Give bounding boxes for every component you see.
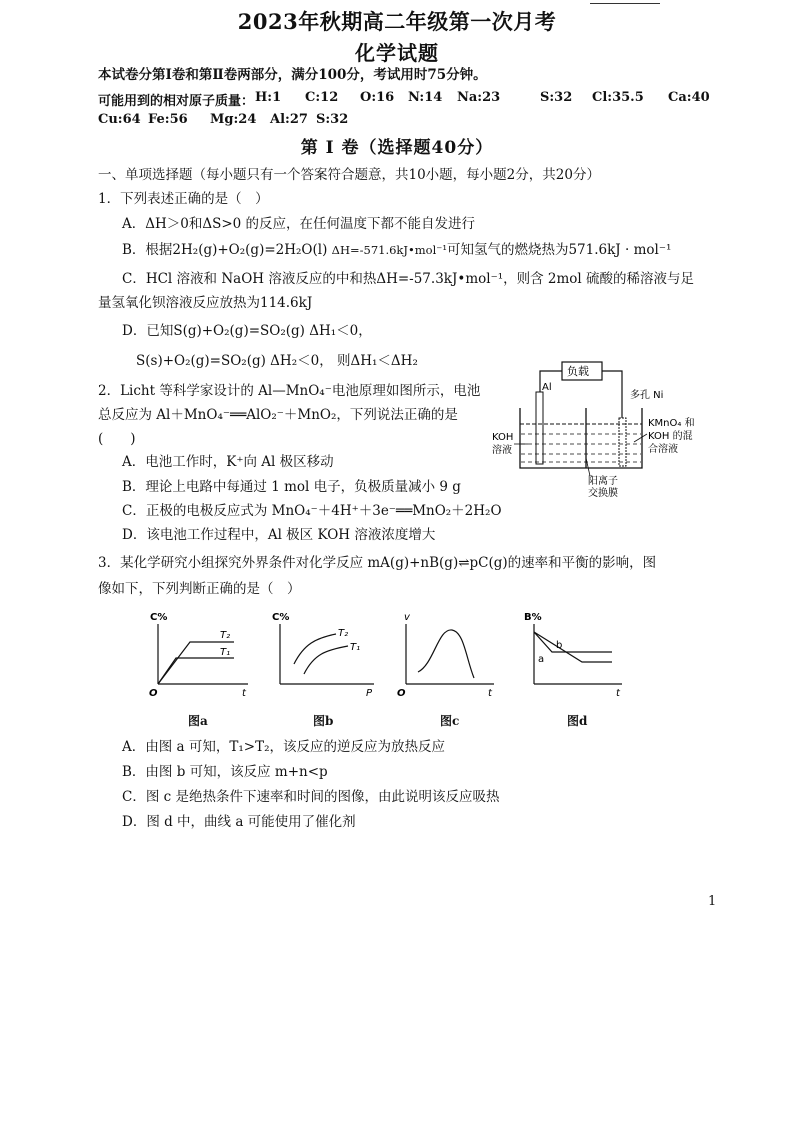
q2-stem-line1: 2．Licht 等科学家设计的 Al—MnO₄⁻电池原理如图所示，电池 — [98, 383, 481, 399]
q3-option-c: C．图 c 是绝热条件下速率和时间的图像，由此说明该反应吸热 — [122, 789, 500, 805]
chart-d-series-b — [534, 632, 612, 662]
chart-d-ylabel: B% — [524, 612, 542, 623]
mass-item: Cl:35.5 — [592, 90, 644, 105]
chart-c-curve — [418, 630, 474, 678]
mass-item: H:1 — [255, 90, 282, 105]
chart-b-label-t1: T₁ — [350, 642, 361, 653]
q1-option-d-line2: S(s)+O₂(g)=SO₂(g) ΔH₂＜0， 则ΔH₁＜ΔH₂ — [136, 353, 418, 369]
chart-c — [394, 608, 504, 700]
exam-subject: 化学试题 — [355, 41, 439, 65]
mass-item: N:14 — [408, 90, 443, 105]
chart-a-xlabel: t — [242, 688, 246, 699]
chart-a-ylabel: C% — [150, 612, 168, 623]
al-label: Al — [542, 382, 552, 393]
q2-stem-line2: 总反应为 Al＋MnO₄⁻══AlO₂⁻＋MnO₂，下列说法正确的是 — [98, 407, 458, 423]
chart-d-xlabel: t — [616, 688, 620, 699]
chart-b — [268, 608, 388, 700]
q3-stem-line2: 像如下，下列判断正确的是（ ） — [98, 581, 301, 597]
chart-c-caption: 图c — [440, 714, 460, 728]
ni-electrode — [619, 418, 626, 466]
page-number: 1 — [708, 894, 717, 909]
chart-d-caption: 图d — [567, 714, 588, 728]
exam-title: 2023年秋期高二年级第一次月考 — [237, 9, 557, 34]
wire-right — [602, 371, 622, 418]
mass-item: Ca:40 — [668, 90, 710, 105]
q3-stem-line1: 3．某化学研究小组探究外界条件对化学反应 mA(g)+nB(g)⇌pC(g)的速率和平衡的影响，图 — [98, 555, 657, 571]
chart-c-ylabel: v — [404, 612, 410, 623]
q2-option-d: D．该电池工作过程中，Al 极区 KOH 溶液浓度增大 — [122, 527, 436, 543]
chart-c-origin: O — [397, 688, 406, 699]
chart-a-origin: O — [149, 688, 158, 699]
membrane-label: 阳离子 — [588, 476, 618, 487]
q1-option-c-line1: C．HCl 溶液和 NaOH 溶液反应的中和热ΔH=-57.3kJ•mol⁻¹，则含 2mol 硫酸的稀溶液与足 — [122, 271, 695, 287]
chart-a-label-t2: T₂ — [220, 630, 231, 641]
chart-b-label-t2: T₂ — [338, 628, 349, 639]
chart-d — [518, 608, 630, 700]
koh-label: 溶液 — [492, 445, 512, 456]
chart-c-xlabel: t — [488, 688, 492, 699]
part-title: 一、单项选择题（每小题只有一个答案符合题意，共10小题，每小题2分，共20分） — [98, 167, 600, 183]
chart-b-series-t1 — [304, 646, 348, 674]
q2-option-b: B．理论上电路中每通过 1 mol 电子，负极质量减小 9 g — [122, 479, 461, 495]
q3-option-a: A．由图 a 可知，T₁>T₂，该反应的逆反应为放热反应 — [122, 739, 446, 755]
section-title: 第 Ⅰ 卷（选择题40分） — [300, 138, 494, 158]
mass-item: Fe:56 — [148, 112, 188, 127]
q2-stem-line3: ( ) — [98, 431, 136, 447]
q1-option-c-line2: 量氢氧化钡溶液反应放热为114.6kJ — [98, 295, 313, 311]
al-electrode — [536, 392, 543, 464]
mix-label: 合溶液 — [648, 444, 678, 455]
mass-item: Al:27 — [270, 112, 308, 127]
masses-label: 可能用到的相对原子质量： — [98, 94, 255, 109]
membrane-label: 交换膜 — [588, 488, 618, 498]
mass-item: Na:23 — [457, 90, 501, 105]
mass-item: S:32 — [316, 112, 349, 127]
chart-d-label-a: a — [538, 654, 545, 665]
mass-item: Cu:64 — [98, 112, 141, 127]
chart-b-ylabel: C% — [272, 612, 290, 623]
mix-label: KMnO₄ 和 — [648, 418, 695, 429]
load-label: 负载 — [567, 365, 589, 378]
mass-item: C:12 — [305, 90, 339, 105]
chart-a-label-t1: T₁ — [220, 647, 231, 658]
chart-a — [140, 608, 260, 700]
koh-label: KOH — [492, 432, 514, 443]
q2-option-a: A．电池工作时，K⁺向 Al 极区移动 — [122, 454, 334, 470]
chart-a-series-t1 — [158, 658, 234, 684]
ni-label: 多孔 Ni — [630, 390, 664, 401]
mix-pointer — [634, 434, 647, 442]
battery-diagram — [490, 358, 710, 498]
mass-item: O:16 — [360, 90, 395, 105]
chart-b-xlabel: P — [366, 688, 373, 699]
mass-item: S:32 — [540, 90, 573, 105]
q3-option-d: D．图 d 中，曲线 a 可能使用了催化剂 — [122, 814, 356, 830]
q1-option-b: B．根据2H₂(g)+O₂(g)=2H₂O(l) ΔH=-571.6kJ•mol⁻¹可知氢气的燃烧热为571.6kJ · mol⁻¹ — [122, 242, 672, 258]
chart-b-caption: 图b — [313, 714, 334, 728]
mass-item: Mg:24 — [210, 112, 257, 127]
q2-option-c: C．正极的电极反应式为 MnO₄⁻＋4H⁺＋3e⁻══MnO₂＋2H₂O — [122, 503, 502, 519]
q1-option-d-line1: D．已知S(g)+O₂(g)=SO₂(g) ΔH₁＜0， — [122, 323, 372, 339]
q3-option-b: B．由图 b 可知，该反应 m+n<p — [122, 764, 328, 780]
mix-label: KOH 的混 — [648, 431, 693, 442]
chart-a-caption: 图a — [188, 714, 208, 728]
exam-intro: 本试卷分第Ⅰ卷和第Ⅱ卷两部分，满分100分，考试用时75分钟。 — [98, 67, 487, 83]
q1-option-a: A．ΔH＞0和ΔS>0 的反应，在任何温度下都不能自发进行 — [122, 216, 476, 232]
chart-d-series-a — [534, 632, 612, 652]
chart-d-label-b: b — [556, 640, 563, 651]
header-rule — [590, 3, 660, 4]
q1-stem: 1．下列表述正确的是（ ） — [98, 191, 269, 207]
